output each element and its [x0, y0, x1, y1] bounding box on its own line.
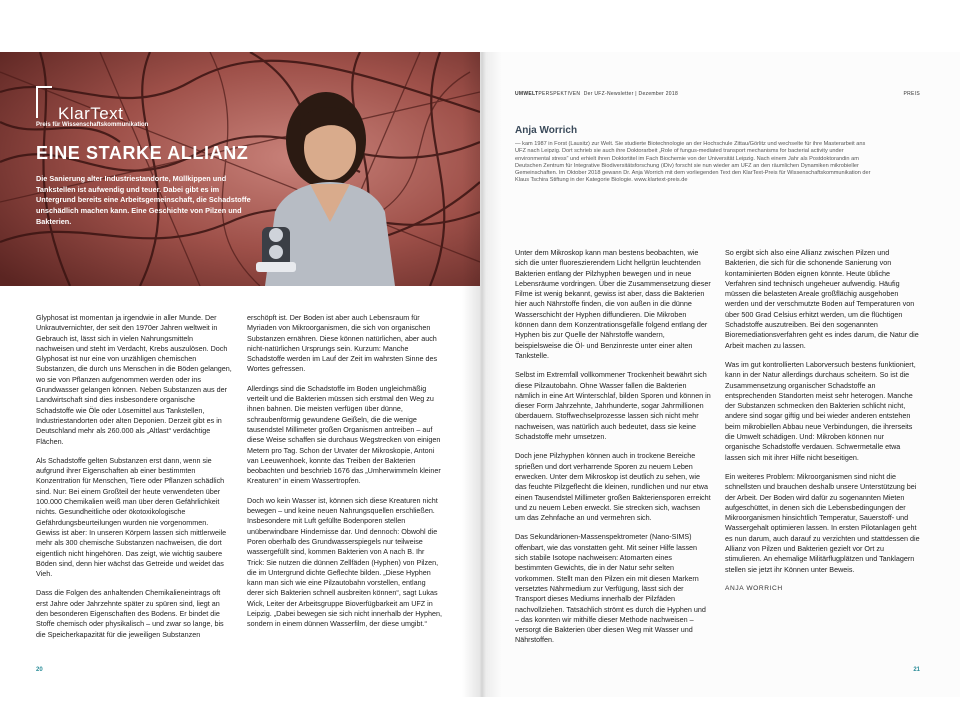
- klartext-logo-subtitle: Preis für Wissenschaftskommunikation: [36, 122, 149, 128]
- brand-bold: UMWELT: [515, 91, 539, 97]
- klartext-logo: KlarText: [58, 104, 124, 123]
- hero-photo: [0, 52, 480, 286]
- paragraph: Allerdings sind die Schadstoffe im Boden ungleichmäßig verteilt und die Bakterien müssen sich erstmal den Weg zu ihnen bahnen. Die meisten verfügen über dünne, schraubenförmig gewundene Geißeln, die die wenige tausendstel Millimeter großen Organismen antreiben – auf diese Weise schaffen sie durchaus Wegstrecken von einigen Metern pro Tag. Schon der Urvater der Mikroskopie, Antoni van Leeuwenhoek, konnte das Treiben der Bakterien beobachten und beschrieb 1676 das „Umherwimmeln kleiner Kreaturen“ in einem Wassertropfen.: [247, 383, 441, 486]
- left-column-2: [247, 313, 443, 639]
- paragraph: Selbst im Extremfall vollkommener Trockenheit bewährt sich diese Pilzautobahn. Ohne Wasser fallen die Bakterien nämlich in eine Art Winterschlaf, bilden Sporen und können in dieser Form Jahrzehnte, Jahrhunderte, sogar Jahrmillionen überdauern. Stoffwechselprozesse lassen sich nicht mehr nachweisen, was natürlich auch bedeutet, dass sie keine Schadstoffe mehr umsetzen.: [515, 370, 711, 442]
- issue-label: Der UFZ-Newsletter | Dezember 2018: [583, 91, 679, 97]
- paragraph: Unter dem Mikroskop kann man bestens beobachten, wie sich die unter fluoreszierendem Licht hellgrün leuchtenden Bakterien entlang der Pilzhyphen bewegen und in neue Lebensräume vordringen. Über die Zusammensetzung dieser Filme ist wenig bekannt, gewiss ist aber, dass die Bakterien hier auch Nährstoffe finden, die von außen in die dünne Wasserschicht der Hyphen diffundieren. Die Mikroben können dann dem Konzentrationsgefälle folgend entlang der Hyphen bis zur Quelle der Nährstoffe wandern, beispielsweise die Öl- und Benzinreste unter einer alten Tankstelle.: [515, 248, 711, 360]
- left-column-1: [36, 313, 232, 649]
- article-headline: EINE STARKE ALLIANZ: [36, 143, 249, 163]
- magazine-spread: [0, 52, 960, 697]
- paragraph: Doch wo kein Wasser ist, können sich diese Kreaturen nicht bewegen – und keine neuen Nahrungsquellen erschließen. Insbesondere mit Luft gefüllte Bodenporen stellen unüberwindbare Hindernisse dar. Und dennoch: Obwohl die Poren oberhalb des Grundwasserspiegels nur teilweise wassergefüllt sind, kommen Bakterien von A nach B. Ihr Trick: Sie nutzen die dünnen Zellfäden (Hyphen) von Pilzen, die im Untergrund dichte Geflechte bilden. „Diese Hyphen kann man sich wie eine Pilzautobahn vorstellen, entlang derer sich Bakterien schnell ausbreiten können“, sagt Lukas Wick, Leiter der Arbeitsgruppe Bioverfügbarkeit am UFZ in Leipzig. „Dabei bewegen sie sich nicht innerhalb der Hyphen, sondern in einem dünnen Wasserfilm, der diese umgibt.“: [247, 495, 442, 629]
- paragraph: So ergibt sich also eine Allianz zwischen Pilzen und Bakterien, die sich für die schonende Sanierung von kontaminierten Böden eignen könnte. Heute übliche Verfahren sind technisch ungeheuer aufwendig. Häufig müssen die belasteten Areale großflächig ausgehoben werden und der verschmutzte Boden auf Temperaturen von über 500 Grad Celsius erhitzt werden, um die flüchtigen Schadstoffe auszutreiben. Bei den sogenannten Bioremediationsverfahren geht es indes darum, die Natur die Arbeit machen zu lassen.: [725, 248, 919, 350]
- hero-overlay: [0, 52, 480, 286]
- page-number-right: 21: [913, 667, 920, 673]
- paragraph: Doch jene Pilzhyphen können auch in trockene Bereiche sprießen und dort verharrende Sporen zu neuem Leben erwecken. Unter dem Mikroskop ist deutlich zu sehen, wie das feuchte Pilzgeflecht die kleinen, rundlichen und nur etwa einen Tausendstel Millimeter großen Bakteriensporen erreicht und zu neuem Leben erweckt. Sie strecken sich, wachsen um das Zehnfache an und vermehren sich.: [515, 451, 711, 523]
- paragraph: erschöpft ist. Der Boden ist aber auch Lebensraum für Myriaden von Mikroorganismen, die sich von organischen Substanzen ernähren. Diese können natürlichen, aber auch nicht-natürlichen Ursprungs sein. Kurzum: Manche Schadstoffe werden im Lauf der Zeit im wahrsten Sinne des Wortes gefressen.: [247, 313, 438, 374]
- page-number-left: 20: [36, 667, 43, 673]
- article-lead: Die Sanierung alter Industriestandorte, Müllkippen und Tankstellen ist aufwendig und teuer. Dabei gibt es im Untergrund bereits eine Arbeitsgemeinschaft, die Schadstoffe unschädlich machen kann. Eine Geschichte von Pilzen und Bakterien.: [36, 174, 251, 226]
- right-page: [480, 52, 960, 697]
- author-bio: — kam 1987 in Forst (Lausitz) zur Welt. Sie studierte Biotechnologie an der Hochschule Zittau/Görlitz und wechselte für ihre Masterarbeit ans UFZ nach Leipzig. Dort schrieb sie auch ihre Doktorarbeit „Role of fungus-mediated transport mechanisms for bacterial activity under environmental stress“ und erhielt ihren Doktortitel im Fach Biochemie von der Universität Leipzig. Nach einem Jahr als Postdoktorandin am Deutschen Zentrum für Integrative Biodiversitätsforschung (iDiv) forscht sie nun wieder am UFZ an den räumlichen Dynamiken mikrobieller Gemeinschaften. Im Oktober 2018 gewann Dr. Anja Worrich mit dem vorliegenden Text den KlarText-Preis für Wissenschaftskommunikation der Klaus Tschira Stiftung in der Kategorie Biologie. www.klartext-preis.de: [515, 141, 871, 184]
- klartext-logo-mark: [36, 86, 52, 118]
- paragraph: Als Schadstoffe gelten Substanzen erst dann, wenn sie aufgrund ihrer Eigenschaften ab einer bestimmten Konzentration für Menschen, Tiere oder Pflanzen schädlich sind. Nur: Bei einem Großteil der heute verwendeten über 100.000 Chemikalien weiß man über deren Gefährlichkeit nichts. Gesundheitliche oder ökotoxikologische Gefährdungsbeurteilungen wurden nie vorgenommen. Gewiss ist aber: In unseren Körpern lassen sich mittlerweile mehr als 300 chemische Substanzen nachweisen, die dort eigentlich nicht hingehören. Das zeigt, wie wichtig saubere Böden sind, denn hier wächst das Getreide und weidet das Vieh.: [36, 455, 227, 579]
- author-name: Anja Worrich: [515, 125, 578, 136]
- author-signature: ANJA WORRICH: [725, 584, 783, 592]
- right-column-1: [515, 248, 711, 655]
- paragraph: Glyphosat ist momentan ja irgendwie in aller Munde. Der Unkrautvernichter, der seit den 1970er Jahren weltweit in Gebrauch ist, lässt sich in vielen Nahrungsmitteln nachweisen und steht im Verdacht, Krebs auszulösen. Doch Glyphosat ist nur eine von unzähligen chemischen Substanzen, die durch uns Menschen in die Böden gelangen, wo sie von Pflanzen aufgenommen werden oder ins Grundwasser gelangen können. Neben Substanzen aus der Landwirtschaft sind dies insbesondere organische Schadstoffe wie Öle oder Lösemittel aus Tankstellen, Industriestandorten oder alten Deponien. Derzeit gibt es in Deutschland mehr als 260.000 als „Altlast“ verdächtige Flächen.: [36, 313, 232, 446]
- section-label: PREIS: [903, 91, 920, 97]
- paragraph: Ein weiteres Problem: Mikroorganismen sind nicht die schnellsten und brauchen deshalb unsere Unterstützung bei der Arbeit. Der Boden wird dafür zu sogenannten Mieten aufgeschüttet, in denen sich die Lebensbedingungen der Mikroorganismen hinsichtlich Temperatur, Sauerstoff- und Wassergehalt optimieren lassen. In ersten Pilotanlagen geht es nun darum, auch darauf zu verzichten und stattdessen die Allianz von Pilzen und Bakterien gezielt vor Ort zu stimulieren. An ehemalige Militärflugplätzen und Tanklagern stellen sie jetzt ihr Können unter Beweis.: [725, 471, 920, 574]
- running-head: [515, 91, 678, 97]
- brand-rest: PERSPEKTIVEN: [538, 91, 581, 97]
- left-page: [0, 52, 480, 697]
- right-column-2: [725, 248, 921, 594]
- paragraph: Was im gut kontrollierten Laborversuch bestens funktioniert, kann in der Natur allerdings durchaus scheitern. So ist die Zusammensetzung organischer Schadstoffe an entsprechenden Standorten meist sehr heterogen. Manche der Substanzen schmecken den Bakterien schlicht nicht, andere sind sogar giftig und bei wieder anderen entstehen beim mikrobiellen Abbau neue Verbindungen, die ihrerseits die Umwelt schädigen. Und: Mikroben können nur organische Schadstoffe verdauen. Schwermetalle etwa lassen sich mit ihrer Hilfe nicht beseitigen.: [725, 359, 916, 462]
- paragraph: Dass die Folgen des anhaltenden Chemikalieneintrags oft erst Jahre oder Jahrzehnte später zu spüren sind, liegt an den besonderen Eigenschaften des Bodens. Er bindet die Stoffe chemisch oder physikalisch – und zwar so lange, bis die Speicherkapazität für die jeweiligen Substanzen: [36, 588, 224, 639]
- paragraph: Das Sekundärionen-Massenspektrometer (Nano-SIMS) offenbart, wie das vonstatten geht. Mit seiner Hilfe lassen sich stabile Isotope nachweisen: Atomarten eines bestimmten Gewichts, die in der Natur sehr selten vorkommen. Stellt man den Pilzen ein mit diesen Markern versetztes Nährmedium zur Verfügung, lässt sich der Transport dieses Mediums innerhalb der Pilzfäden nachvollziehen. Tatsächlich strömt es durch die Hyphen und – das konnten wir mithilfe dieser Methode nachweisen – versorgt die Bakterien über diesen Weg mit Wasser und Nährstoffen.: [515, 532, 706, 645]
